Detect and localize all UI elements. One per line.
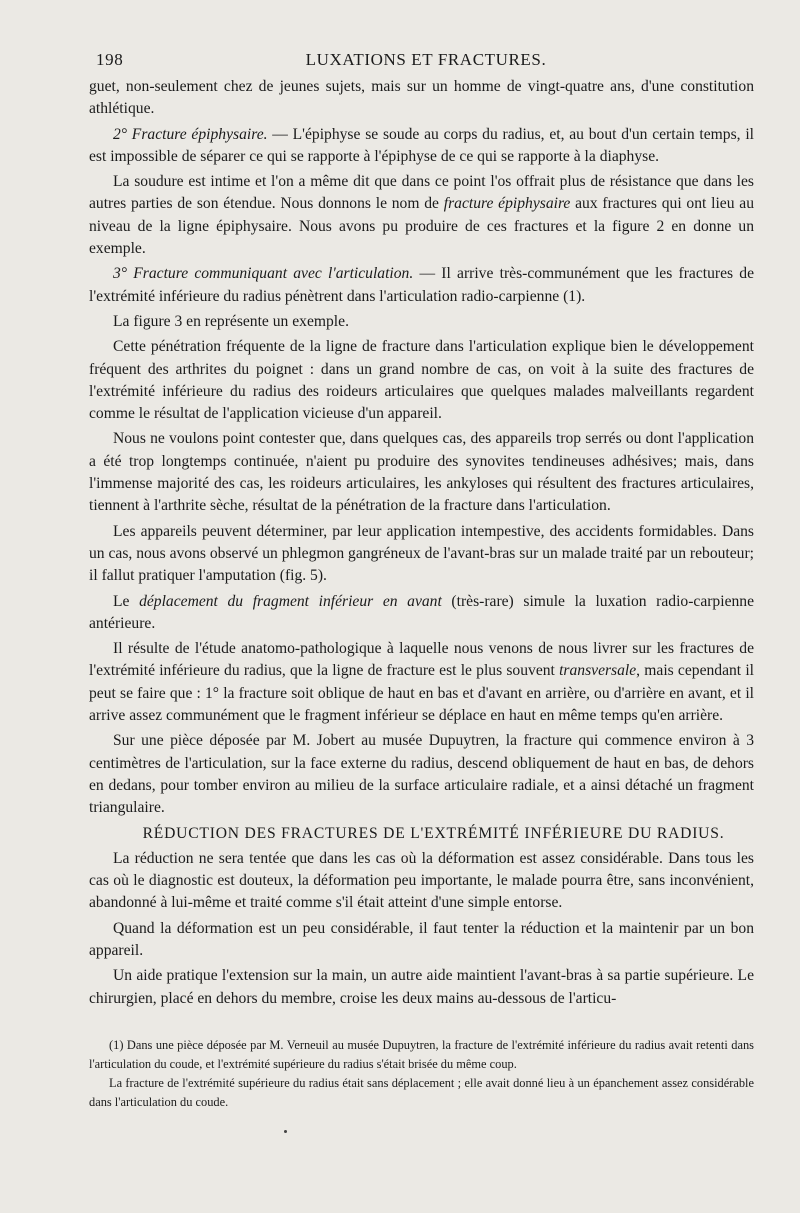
paragraph-text: — L'épiphyse se soude au corps du radius, et, au bout d'un certain temps, il est impossible de séparer ce qui se rapporte à l'épiphyse de ce qui se rapporte à la diaphyse. (89, 125, 754, 165)
emphasis: déplacement du fragment inférieur en avant (139, 592, 442, 610)
paragraph-text: (très-rare) simule la luxation radio-carpienne antérieure. (89, 592, 755, 632)
paragraph-text: Il résulte de l'étude anatomo-pathologique à laquelle nous venons de nous livrer sur les fractures de l'extrémité inférieure du radius, que la ligne de fracture est le plus souvent (89, 640, 754, 680)
emphasis: fracture épiphysaire (443, 195, 571, 213)
printer-mark (284, 1130, 287, 1133)
footnote: La fracture de l'extrémité supérieure du radius était sans déplacement ; elle avait donné lieu à un épanchement assez considérable dans l'articulation du coude. (89, 1076, 754, 1109)
paragraph (89, 124, 754, 169)
paragraph: La réduction ne sera tentée que dans les cas où la déformation est assez considérable. Dans tous les cas où le diagnostic est douteux, la déformation peu importante, le malade pourra être, sans inconvénient, abandonné à lui-même et traité comme s'il était atteint d'une simple entorse. (89, 849, 754, 912)
paragraph-text: , mais cependant il peut se faire que : 1° la fracture soit oblique de haut en bas et d'avant en arrière, ou d'arrière en avant, et il arrive assez communément que le fragment inférieur se déplace en haut en même temps qu'en arrière. (89, 662, 754, 725)
paragraph-text: La soudure est intime et l'on a même dit que dans ce point l'os offrait plus de résistance que dans les autres parties de son étendue. Nous donnons le nom de (89, 173, 754, 213)
footnotes (89, 1036, 754, 1112)
emphasis: transversale (559, 662, 637, 680)
footnote: (1) Dans une pièce déposée par M. Verneuil au musée Dupuytren, la fracture de l'extrémité inférieure du radius avait retenti dans l'articulation du coude, et l'extrémité supérieure du radius s'était brisée du même coup. (89, 1038, 754, 1071)
section-title: RÉDUCTION DES FRACTURES DE L'EXTRÉMITÉ INFÉRIEURE DU RADIUS. (142, 824, 725, 842)
paragraph: Quand la déformation est un peu considérable, il faut tenter la réduction et la maintenir par un bon appareil. (89, 919, 754, 959)
paragraph: Les appareils peuvent déterminer, par leur application intempestive, des accidents formidables. Dans un cas, nous avons observé un phlegmon gangréneux de l'avant-bras sur un malade traité par un rebouteur; il fallut pratiquer l'amputation (fig. 5). (89, 522, 754, 585)
paragraph (89, 263, 754, 308)
paragraph: Cette pénétration fréquente de la ligne de fracture dans l'articulation explique bien le développement fréquent des arthrites du poignet : dans un grand nombre de cas, on voit à la suite des fractures de l'extrémité inférieure du radius des roideurs articulaires que quelques malades malveillants regardent comme le résultat de l'application vicieuse d'un appareil. (89, 338, 754, 423)
page-header (96, 50, 756, 74)
paragraph-text: Le (113, 592, 140, 610)
paragraph: guet, non-seulement chez de jeunes sujets, mais sur un homme de vingt-quatre ans, d'une constitution athlétique. (89, 78, 754, 118)
paragraph-label: 3° Fracture communiquant avec l'articulation. (113, 265, 414, 283)
paragraph: Un aide pratique l'extension sur la main, un autre aide maintient l'avant-bras à sa partie supérieure. Le chirurgien, placé en dehors du membre, croise les deux mains au-dessous de l'articu- (89, 967, 754, 1007)
paragraph: Nous ne voulons point contester que, dans quelques cas, des appareils trop serrés ou dont l'application a été trop longtemps continuée, n'aient pu produire des synovites tendineuses adhésives; mais, dans l'immense majorité des cas, les roideurs articulaires, les ankyloses qui résultent des fractures articulaires, tiennent à l'arthrite sèche, résultat de la pénétration de la fracture dans l'articulation. (89, 430, 754, 515)
body-text (89, 76, 754, 1013)
paragraph (89, 591, 754, 636)
paragraph-label: 2° Fracture épiphysaire. (113, 125, 268, 143)
paragraph (89, 171, 754, 260)
page-number: 198 (96, 50, 124, 69)
paragraph: La figure 3 en représente un exemple. (113, 312, 349, 330)
paragraph-text: — Il arrive très-communément que les fractures de l'extrémité inférieure du radius pénètrent dans l'articulation radio-carpienne (1). (89, 265, 755, 305)
paragraph-text: aux fractures qui ont lieu au niveau de la ligne épiphysaire. Nous avons pu produire de ces fractures et la figure 2 en donne un exemple. (89, 195, 754, 258)
running-title: LUXATIONS ET FRACTURES. (305, 50, 547, 69)
paragraph: Sur une pièce déposée par M. Jobert au musée Dupuytren, la fracture qui commence environ à 3 centimètres de l'articulation, sur la face externe du radius, descend obliquement de haut en bas, de dehors en dedans, pour tomber environ au milieu de la surface articulaire radiale, et a ainsi détaché un fragment triangulaire. (89, 732, 754, 817)
paragraph (89, 638, 754, 727)
